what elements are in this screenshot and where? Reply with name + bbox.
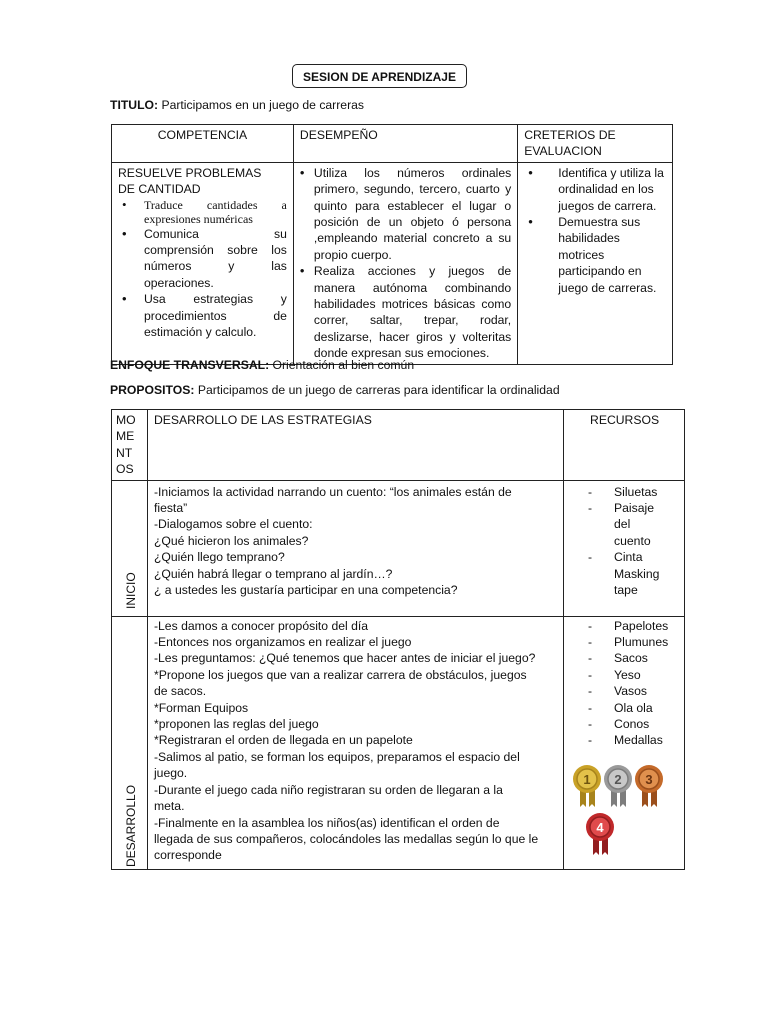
recurso-item: - Cinta Masking tape [586,549,666,598]
competencia-title: RESUELVE PROBLEMAS DE CANTIDAD [118,165,262,197]
titulo-label: TITULO: [110,98,159,112]
desarrollo-line: de sacos. [153,684,207,699]
propositos-label: PROPOSITOS: [110,383,195,397]
propositos-text: Participamos de un juego de carreras para identificar la ordinalidad [197,383,560,397]
recurso-item: - Sacos [586,650,678,666]
desempeno-item: • Realiza acciones y juegos de manera autónoma combinando habilidades motrices básicas como correr, saltar, trepar, rodar, deslizarse, hacer giros y volteritas donde expresan sus emociones. [300,263,511,361]
desarrollo-line: llegada de sus compañeros, colocándoles las medallas según lo que le [153,831,539,846]
recurso-item: - Medallas [586,732,678,748]
inicio-label: INICIO [124,571,138,609]
inicio-content [147,480,563,616]
inicio-recursos [564,480,685,616]
desempeno-cell [293,162,517,364]
titulo-line [110,97,364,113]
criterios-item: • Identifica y utiliza la ordinalidad en los juegos de carrera. [524,165,666,214]
desempeno-item: • Utiliza los números ordinales primero, segundo, tercero, cuarto y quinto para establecer el lugar o posición de un objeto ó persona ,empleando material concreto a su propio cuerpo. [300,165,511,263]
desarrollo-recursos [564,616,685,869]
inicio-line: ¿Qué hicieron los animales? [153,533,309,548]
header-desempeno: DESEMPEÑO [293,125,517,163]
desarrollo-line: meta. [153,799,185,814]
desempeno-list [300,165,511,362]
desarrollo-line: -Finalmente en la asamblea los niños(as) identifican el orden de [153,815,500,830]
criterios-list [524,165,666,296]
desarrollo-line: -Entonces nos organizamos en realizar el juego [153,635,412,650]
inicio-line: -Dialogamos sobre el cuento: [153,517,313,532]
medal-1-icon [573,765,601,807]
desarrollo-line: corresponde [153,848,222,863]
enfoque-label: ENFOQUE TRANSVERSAL: [110,358,270,372]
criterios-item: • Demuestra sus habilidades motrices participando en juego de carreras. [524,214,666,296]
titulo-text: Participamos en un juego de carreras [161,98,365,112]
desarrollo-line: juego. [153,766,188,781]
inicio-line: fiesta” [153,501,188,516]
recurso-item: - Papelotes [586,618,678,634]
svg-text:2: 2 [614,771,622,787]
desarrollo-content [147,616,563,869]
inicio-line: ¿Quién llego temprano? [153,550,285,565]
desarrollo-line: *Forman Equipos [153,700,249,715]
medal-3-icon [635,765,663,807]
desarrollo-line: *proponen las reglas del juego [153,717,319,732]
header-competencia: COMPETENCIA [112,125,294,163]
desarrollo-line: -Les preguntamos: ¿Qué tenemos que hacer antes de iniciar el juego? [153,651,536,666]
desarrollo-line: -Les damos a conocer propósito del día [153,618,369,633]
competencias-table [111,124,673,365]
inicio-label-cell [112,480,148,616]
competencia-item: • Traduce cantidades a expresiones numéricas [118,198,287,226]
desarrollo-label: DESARROLLO [124,784,138,867]
inicio-line: -Iniciamos la actividad narrando un cuento: “los animales están de [153,484,512,499]
desarrollo-label-cell [112,616,148,869]
medals-illustration [572,763,682,868]
recurso-item: - Ola ola [586,700,678,716]
desarrollo-line: *Propone los juegos que van a realizar carrera de obstáculos, juegos [153,667,527,682]
medal-4-icon [586,813,614,855]
competencia-cell [112,162,294,364]
desarrollo-line: -Salimos al patio, se forman los equipos, preparamos el espacio del [153,749,520,764]
inicio-line: ¿ a ustedes les gustaría participar en una competencia? [153,583,458,598]
recurso-item: - Siluetas [586,484,666,500]
enfoque-line [110,357,414,373]
header-recursos: RECURSOS [564,410,685,481]
medal-2-icon [604,765,632,807]
desarrollo-line: *Registraran el orden de llegada en un papelote [153,733,413,748]
desarrollo-line: -Durante el juego cada niño registraran su orden de llegaran a la [153,782,503,797]
recurso-item: - Conos [586,716,678,732]
inicio-line: ¿Quién habrá llegar o temprano al jardín…? [153,566,393,581]
competencia-item: • Comunica su comprensión sobre los números y las operaciones. [118,226,287,292]
svg-text:4: 4 [596,819,604,835]
recurso-item: - Paisaje del cuento [586,500,666,549]
page-title: SESION DE APRENDIZAJE [292,64,467,88]
svg-text:3: 3 [645,771,653,787]
estrategias-table [111,409,685,870]
propositos-line [110,382,560,398]
criterios-cell [518,162,673,364]
enfoque-text: Orientación al bien común [272,358,415,372]
recurso-item: - Vasos [586,683,678,699]
competencia-list [118,198,287,341]
header-desarrollo: DESARROLLO DE LAS ESTRATEGIAS [147,410,563,481]
recurso-item: - Plumunes [586,634,678,650]
header-criterios: CRETERIOS DE EVALUACION [518,125,673,163]
header-momentos: MO ME NT OS [112,410,148,481]
recurso-item: - Yeso [586,667,678,683]
competencia-item: • Usa estrategias y procedimientos de estimación y calculo. [118,291,287,340]
svg-text:1: 1 [583,771,591,787]
